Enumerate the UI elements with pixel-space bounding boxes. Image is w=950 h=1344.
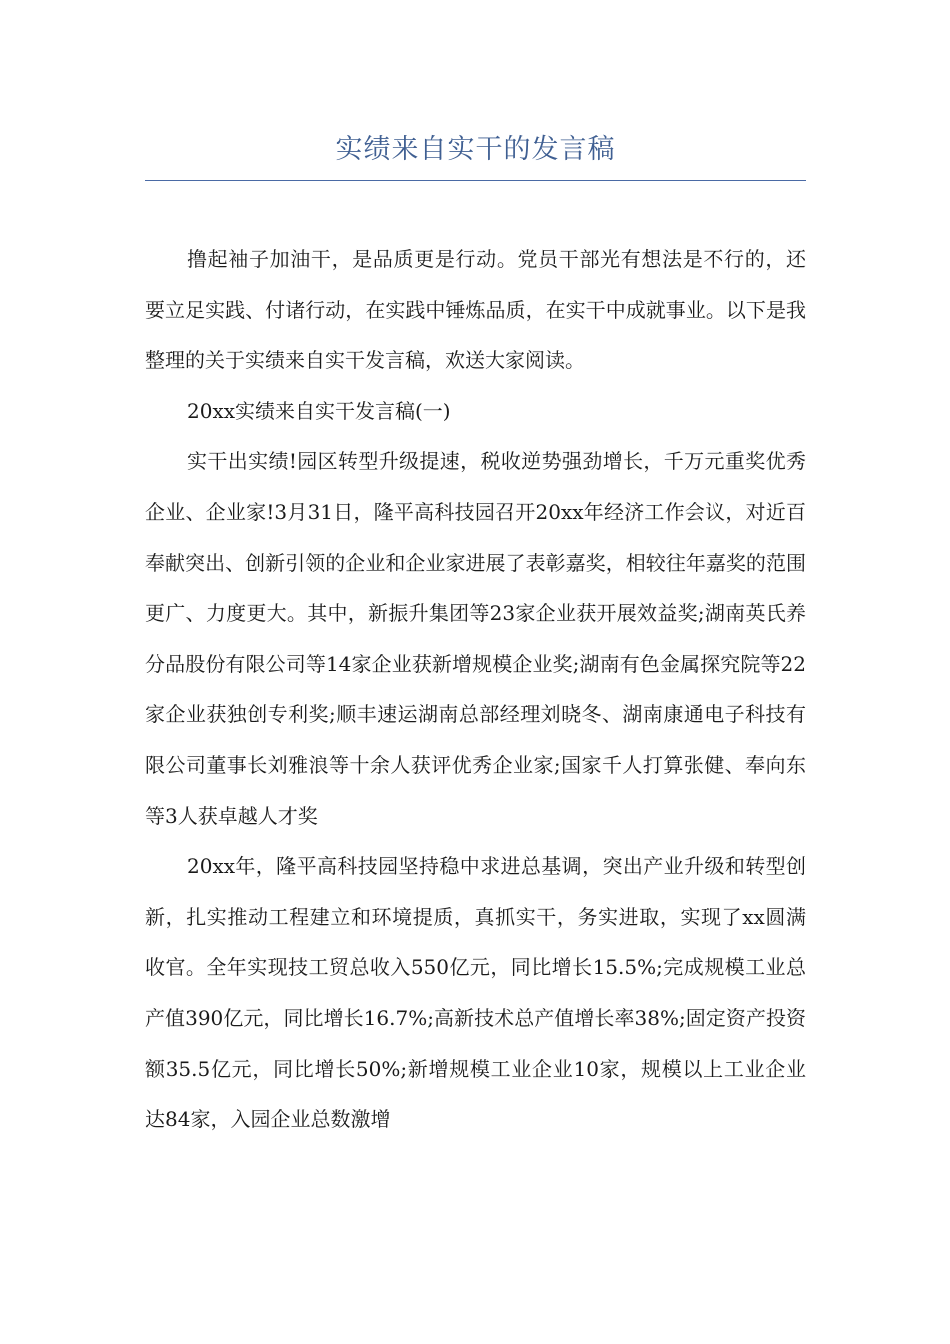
paragraph-results: 20xx年，隆平高科技园坚持稳中求进总基调，突出产业升级和转型创新，扎实推动工程建立和环境提质，真抓实干，务实进取，实现了xx圆满收官。全年实现技工贸总收入550亿元，同比增长15.5%;完成规模工业总产值390亿元，同比增长16.7%;高新技术总产值增长率38%;固定资产投资额35.5亿元，同比增长50%;新增规模工业企业10家，规模以上工业企业达84家，入园企业总数激增	[145, 854, 806, 1132]
document-title: 实绩来自实干的发言稿	[335, 134, 616, 165]
title-underline	[145, 180, 806, 181]
paragraph-intro: 撸起袖子加油干，是品质更是行动。党员干部光有想法是不行的，还要立足实践、付诸行动，在实践中锤炼品质，在实干中成就事业。以下是我整理的关于实绩来自实干发言稿，欢送大家阅读。	[145, 247, 806, 373]
document-body	[145, 234, 806, 1145]
section-heading: 20xx实绩来自实干发言稿(一)	[187, 398, 451, 423]
paragraph-awards: 实干出实绩!园区转型升级提速，税收逆势强劲增长，千万元重奖优秀企业、企业家!3月31日，隆平高科技园召开20xx年经济工作会议，对近百奉献突出、创新引领的企业和企业家进展了表彰嘉奖，相较往年嘉奖的范围更广、力度更大。其中，新振升集团等23家企业获开展效益奖;湖南英氏养分品股份有限公司等14家企业获新增规模企业奖;湖南有色金属探究院等22家企业获独创专利奖;顺丰速运湖南总部经理刘晓冬、湖南康通电子科技有限公司董事长刘雅浪等十余人获评优秀企业家;国家千人打算张健、奉向东等3人获卓越人才奖	[145, 449, 806, 828]
